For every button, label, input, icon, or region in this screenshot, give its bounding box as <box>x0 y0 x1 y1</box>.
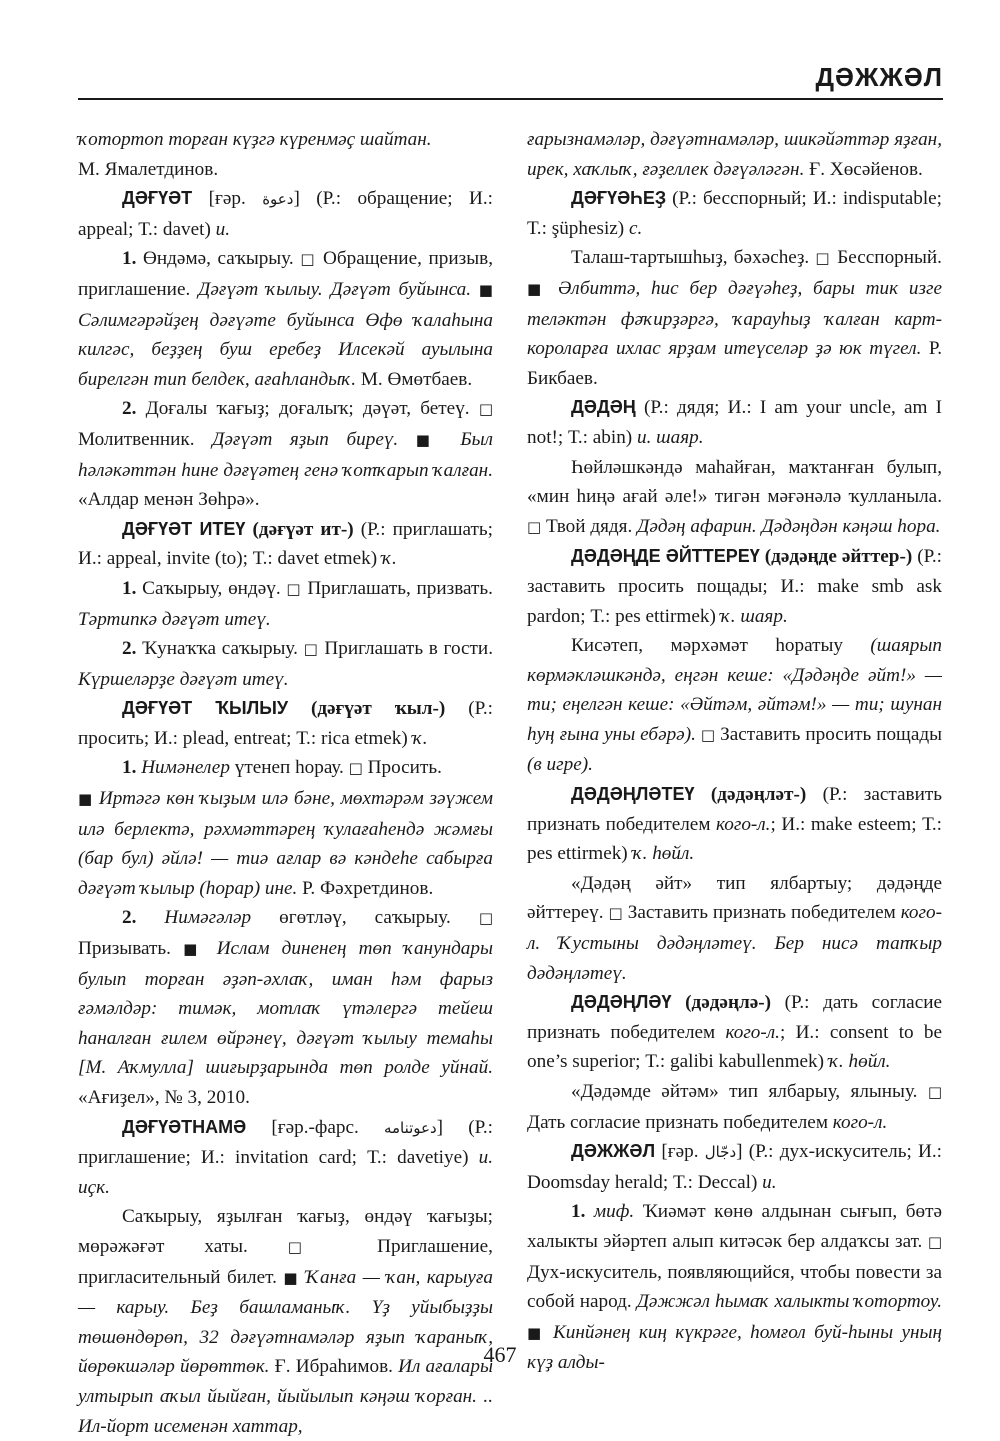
sense: Кисәтеп, мәрхәмәт һоратыу (шаярып көрмәкләшкәндә, еңгән кеше: «Дәдәңде әйт!» — ти; еңелгән кеше: «Әйтәм, әйтәм!» — ти; шунан һуң ғына уны ебәрә). □ Заставить просить пощады (в игре). <box>527 635 942 776</box>
headword: ДӘҒҮӘТНАМӘ <box>122 1116 247 1137</box>
entry-dadang: ДӘДӘҢ (Р.: дядя; И.: I am your uncle, am I not!; Т.: abin) и. шаяр. <box>527 397 942 448</box>
entry-dajjal: ДӘЖЖӘЛ [ғәр. دجّال] (Р.: дух-искуситель; И.: Doomsday herald; Т.: Deccal) и. <box>527 1141 942 1193</box>
headword: ДӘДӘҢ <box>571 397 636 418</box>
headword: ДӘҒҮӘТ ҠЫЛЫУ <box>122 698 289 719</box>
sense: Саҡырыу, яҙылған ҡағыҙ, өндәү ҡағыҙы; мөрәжәғәт хаты. □ Приглашение, пригласительный билет. ■ Ҡанға — ҡан, карыуға — карыу. Беҙ башламаныҡ. Үҙ уйыбыҙҙы төшөндөрөп, 32 дәғүәтнамәләр яҙып ҡараныҡ, йөрөкшәләр йөрөттөк. Ғ. Ибраһимов. Ил ағалары ултырып аҡыл йыйған, йыйылып кәңәш ҡорған. .. Ил-йорт исеменән хаттар, <box>78 1206 493 1437</box>
square-marker: □ <box>608 904 623 923</box>
arabic-etymon: دعوة <box>262 190 294 209</box>
square-marker: □ <box>815 249 832 268</box>
headword: ДӘДӘҢЛӘТЕҮ <box>571 784 695 805</box>
page-header <box>78 62 943 100</box>
sense-1: 1. Өндәмә, саҡырыу. □ Обращение, призыв, приглашение. Дәғүәт ҡылыу. Дәғүәт буйынса. ■ Сәлимгәрәйҙең дәғүәте буйынса Өфө ҡалаһына килгәс, беҙҙең буш еребеҙ Илсекәй ауылына бирелгән тип белдек, ағаһландыҡ. М. Өмөтбаев. <box>78 248 493 390</box>
headword: ДӘҒҮӘҺЕҘ <box>571 188 667 209</box>
square-marker: □ <box>303 640 319 659</box>
block-marker: ■ <box>283 1268 306 1287</box>
sense-2: 2. Ҡунаҡҡа саҡырыу. □ Приглашать в гости. Күршеләрҙе дәғүәт итеү. <box>78 638 493 690</box>
sense-2: 2. Нимәгәләр өгөтләү, саҡырыу. □ Призывать. ■ Ислам диненең төп ҡанундары булып торған әҙәп-әхлаҡ, иман һәм фарыз ғәмәлдәр: тимәк, мотлаҡ үтәлергә тейеш һаналған ғилем өйрәнеү, дәғүәт ҡылыу темаһы [М. Аҡмулла] шиғырҙарында төп ролде уйнай. «Ағиҙел», № 3, 2010. <box>78 907 493 1108</box>
headword: ДӘҒҮӘТ <box>122 188 193 209</box>
sense: Һөйләшкәндә маһайған, маҡтанған булып, «мин һиңә ағай әле!» тигән мәғәнәлә ҡулланыла. □ Твой дядя. Дәдәң афарин. Дәдәңдән кәңәш һора. <box>527 456 942 537</box>
sense: «Дәдәмде әйтәм» тип ялбарыу, ялыныу. □ Дать согласие признать победителем кого-л. <box>527 1081 942 1133</box>
headword: ДӘЖЖӘЛ <box>571 1141 656 1162</box>
left-column <box>78 125 493 1441</box>
square-marker: □ <box>927 1232 942 1251</box>
entry-dadangde-aytterey: ДӘДӘҢДЕ ӘЙТТЕРЕҮ (дәдәңде әйттер-) (Р.: заставить просить пощады; И.: make smb ask pardon; Т.: pes ettirmek) ҡ. шаяр. <box>527 546 942 627</box>
block-marker: ■ <box>471 280 493 299</box>
square-marker: □ <box>300 250 317 269</box>
continuation-paragraph: ҡотортоп торған күҙгә күренмәҫ шайтан. М. Ямалетдинов. <box>78 129 432 180</box>
square-marker: □ <box>478 909 493 928</box>
block-marker: ■ <box>183 940 217 959</box>
sense-1: 1. миф. Ҡиәмәт көнө алдынан сығып, бөтә халыкты эйәртеп алып китәсәк бер алдаҡсы зат. □ Дух-искуситель, появляющийся, чтобы повести за собой народ. Дәжжәл һымаҡ халыкты ҡотортоу. ■ Кинйәнең киң күкрәге, һомғол буй-һыны уның күҙ алды- <box>527 1201 942 1374</box>
square-marker: □ <box>927 1083 942 1101</box>
square-marker: □ <box>286 579 302 598</box>
sense-1: 1. Нимәнелер үтенеп һорау. □ Просить. ■ Иртәгә көн ҡыҙым илә бәне, мөхтәрәм зәүжем илә берлектә, рәхмәттәрең ҡулағаһендә жәмғы (бар бул) әйлә! — тиә ағлар вә кәндеһе сабырға дәғүәт ҡылыр (һорар) ине. Р. Фәхретдинов. <box>78 757 493 899</box>
sense-2: 2. Доғалы ҡағыҙ; доғалыҡ; дәүәт, бетеү. □ Молитвенник. Дәғүәт яҙып биреү. ■ Был һәләкәттән һине дәғүәтең генә ҡотҡарып ҡалған. «Алдар менән Зөһрә». <box>78 398 493 511</box>
arabic-etymon: دجّال <box>704 1143 737 1162</box>
entry-daguat-kylyu: ДӘҒҮӘТ ҠЫЛЫУ (дәғүәт ҡыл-) (Р.: просить; И.: plead, entreat; Т.: rica etmek) ҡ. <box>78 698 493 749</box>
square-marker: □ <box>287 1237 338 1256</box>
block-marker: ■ <box>78 790 99 809</box>
block-marker: ■ <box>527 1323 554 1342</box>
right-column <box>527 125 942 1378</box>
entry-daguahez: ДӘҒҮӘҺЕҘ (Р.: бесспорный; И.: indisputable; Т.: şüphesiz) с. <box>527 188 942 239</box>
square-marker: □ <box>527 517 542 536</box>
headword: ДӘҒҮӘТ ИТЕҮ <box>122 518 246 539</box>
continuation-paragraph: ғарызнамәләр, дәғүәтнамәләр, шикәйәттәр яҙған, ирек, хаҡлыҡ, ғәҙеллек дәғүәләгән. Ғ. Хөсәйенов. <box>527 129 942 180</box>
sense: «Дәдәң әйт» тип ялбартыу; дәдәңде әйттереү. □ Заставить признать победителем кого-л. Ҡустыны дәдәңләтеү. Бер нисә тапҡыр дәдәңләтеү. <box>527 872 942 984</box>
block-marker: ■ <box>398 430 461 449</box>
arabic-etymon: دعوتنامه <box>383 1118 437 1137</box>
sense: Талаш-тартышһыҙ, бәхәсһеҙ. □ Бесспорный. ■ Әлбиттә, һис бер дәғүәһеҙ, бары тик изге теләктән фәҡирҙәргә, ҡарауһыҙ ҡалған карт-короларға ихлас ярҙам итеүселәр ҙә юк түгел. Р. Бикбаев. <box>527 247 942 389</box>
entry-daguat: ДӘҒҮӘТ [ғәр. دعوة] (Р.: обращение; И.: appeal; Т.: davet) и. <box>78 188 493 240</box>
entry-daguat-iteu: ДӘҒҮӘТ ИТЕҮ (дәғүәт ит-) (Р.: приглашать; И.: appeal, invite (to); Т.: davet etmek) ҡ. <box>78 518 494 570</box>
sense-1: 1. Саҡырыу, өндәү. □ Приглашать, призвать. Тәртипкә дәғүәт итеү. <box>78 577 493 630</box>
headword: ДӘДӘҢЛӘҮ <box>571 992 672 1013</box>
square-marker: □ <box>348 759 363 778</box>
square-marker: □ <box>478 400 493 419</box>
headword: ДӘДӘҢДЕ ӘЙТТЕРЕҮ <box>571 546 760 567</box>
entry-dadanglateu: ДӘДӘҢЛӘТЕҮ (дәдәңләт-) (Р.: заставить признать победителем кого-л.; И.: make esteem; Т.: pes ettirmek) ҡ. һөйл. <box>527 784 942 865</box>
entry-daguatnama: ДӘҒҮӘТНАМӘ [ғәр.-фарс. دعوتنامه] (Р.: приглашение; И.: invitation card; Т.: davetiye) и. иҫк. <box>78 1116 493 1198</box>
running-title: ДӘЖЖӘЛ <box>815 62 943 92</box>
entry-dadanglau: ДӘДӘҢЛӘҮ (дәдәңлә-) (Р.: дать согласие признать победителем кого-л.; И.: consent to be one’s superior; Т.: galibi kabullenmek) ҡ. һөйл. <box>527 992 943 1073</box>
page-number: 467 <box>483 1342 517 1367</box>
square-marker: □ <box>695 725 716 744</box>
block-marker: ■ <box>527 279 558 298</box>
